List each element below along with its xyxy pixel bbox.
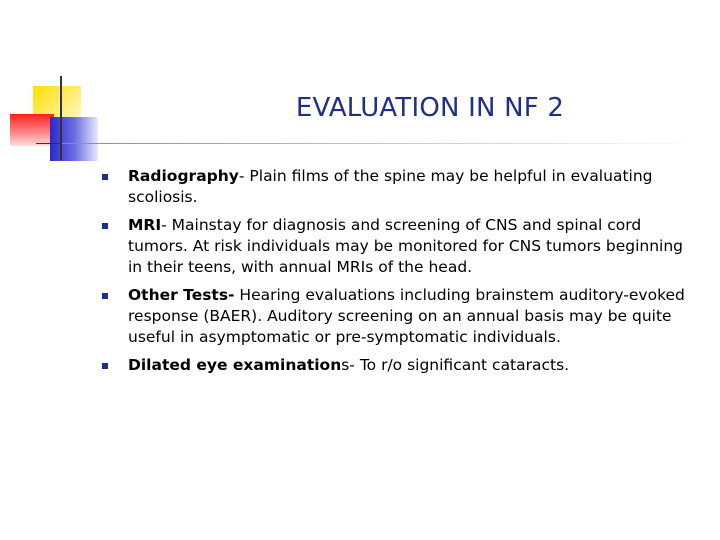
bullet-text: s- To r/o significant cataracts. — [341, 356, 570, 374]
square-bullet-icon — [102, 363, 108, 369]
bullet-text: - Mainstay for diagnosis and screening of CNS and spinal cord tumors. At risk individuals may be monitored for CNS tumors beginning in their teens, with annual MRIs of the head. — [128, 216, 684, 276]
square-bullet-icon — [102, 174, 108, 180]
bullet-text: - Plain films of the spine may be helpful in evaluating scoliosis. — [128, 167, 653, 206]
decorative-squares — [0, 0, 110, 170]
title-rule — [62, 143, 702, 144]
square-bullet-icon — [102, 223, 108, 229]
slide-title: EVALUATION IN NF 2 — [295, 93, 565, 123]
horizontal-line — [36, 143, 64, 144]
bullet-term: Other Tests- — [128, 286, 235, 304]
bullet-list — [100, 166, 700, 383]
bullet-term: Radiography — [128, 167, 239, 185]
bullet-item — [100, 166, 700, 208]
bullet-term: MRI — [128, 216, 162, 234]
bullet-item — [100, 355, 700, 376]
red-square — [10, 114, 54, 146]
bullet-term: Dilated eye examination — [128, 356, 342, 374]
bullet-item — [100, 215, 700, 278]
blue-square — [50, 117, 98, 161]
bullet-item — [100, 285, 700, 348]
square-bullet-icon — [102, 293, 108, 299]
vertical-line — [60, 76, 62, 160]
bullet-text: Hearing evaluations including brainstem auditory-evoked response (BAER). Auditory screening on an annual basis may be quite useful in asymptomatic or pre-symptomatic individuals. — [128, 286, 685, 346]
